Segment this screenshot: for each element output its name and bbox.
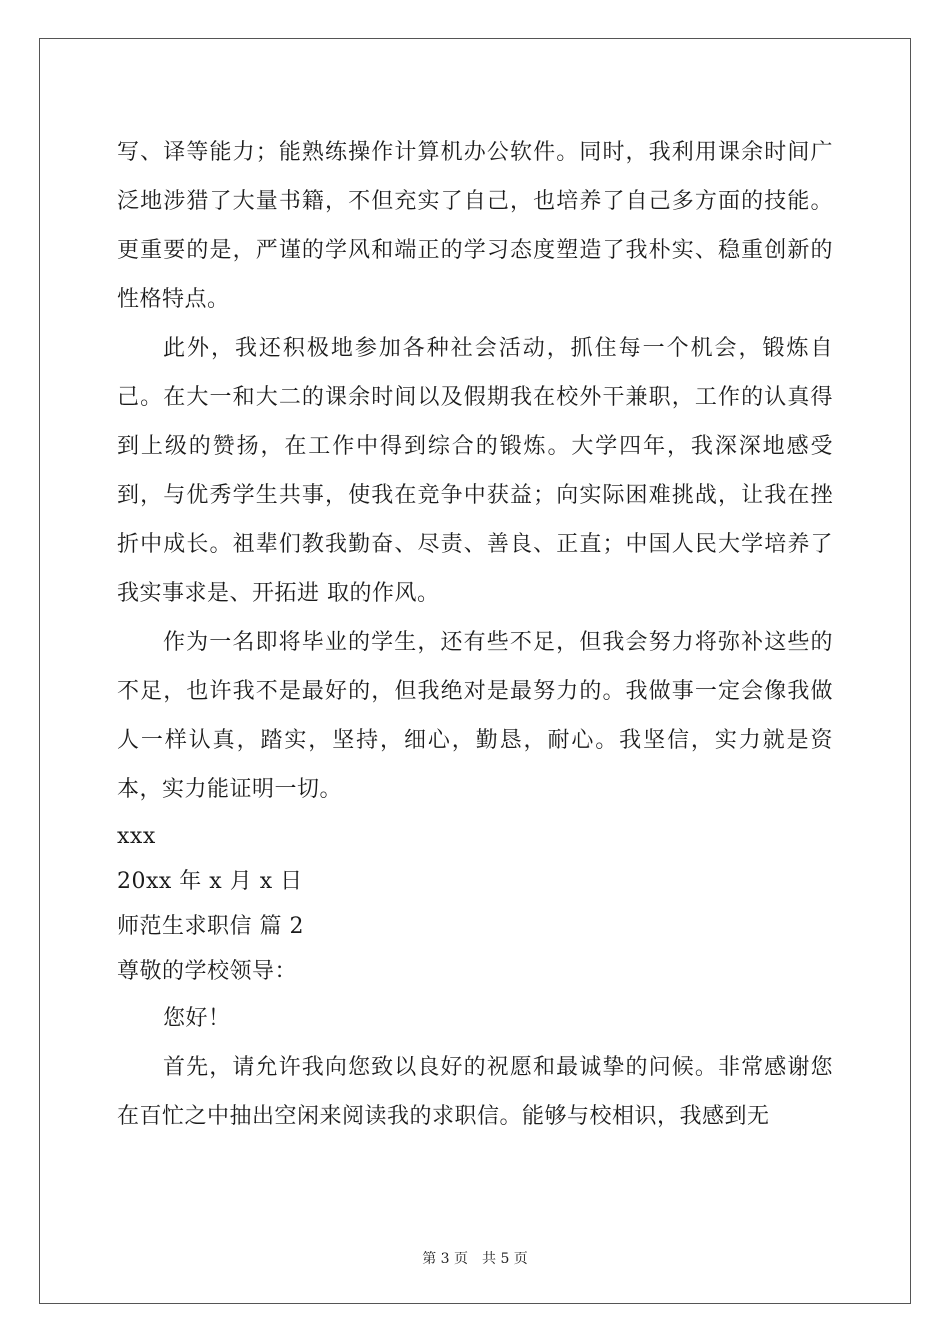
signature: xxx bbox=[117, 824, 156, 849]
greeting: 您好！ bbox=[163, 1006, 231, 1031]
paragraph-conclusion: 作为一名即将毕业的学生，还有些不足，但我会努力将弥补这些的不足，也许我不是最好的，但我绝对是最努力的。我做事一定会像我做人一样认真，踏实，坚持，细心，勤恳，耐心。我坚信，实力就是资本，实力能证明一切。 bbox=[117, 630, 833, 802]
salutation: 尊敬的学校领导： bbox=[117, 959, 298, 984]
paragraph-opening: 首先，请允许我向您致以良好的祝愿和最诚挚的问候。非常感谢您在百忙之中抽出空闲来阅读我的求职信。能够与校相识，我感到无 bbox=[117, 1055, 833, 1129]
paragraph-activities: 此外，我还积极地参加各种社会活动，抓住每一个机会，锻炼自己。在大一和大二的课余时间以及假期我在校外干兼职，工作的认真得到上级的赞扬，在工作中得到综合的锻炼。大学四年，我深深地感受到，与优秀学生共事，使我在竞争中获益；向实际困难挑战，让我在挫折中成长。祖辈们教我勤奋、尽责、善良、正直；中国人民大学培养了我实事求是、开拓进 取的作风。 bbox=[117, 336, 833, 606]
page-total: 共 5 页 bbox=[482, 1251, 528, 1267]
date-line: 20xx 年 x 月 x 日 bbox=[117, 869, 303, 894]
paragraph-skills: 写、译等能力；能熟练操作计算机办公软件。同时，我利用课余时间广泛地涉猎了大量书籍，不但充实了自己，也培养了自己多方面的技能。更重要的是，严谨的学风和端正的学习态度塑造了我朴实、稳重创新的性格特点。 bbox=[117, 140, 833, 312]
document-body bbox=[117, 128, 833, 1141]
section-title: 师范生求职信 篇 2 bbox=[117, 914, 304, 939]
page-footer bbox=[0, 1248, 950, 1268]
page-number: 第 3 页 bbox=[422, 1251, 468, 1267]
